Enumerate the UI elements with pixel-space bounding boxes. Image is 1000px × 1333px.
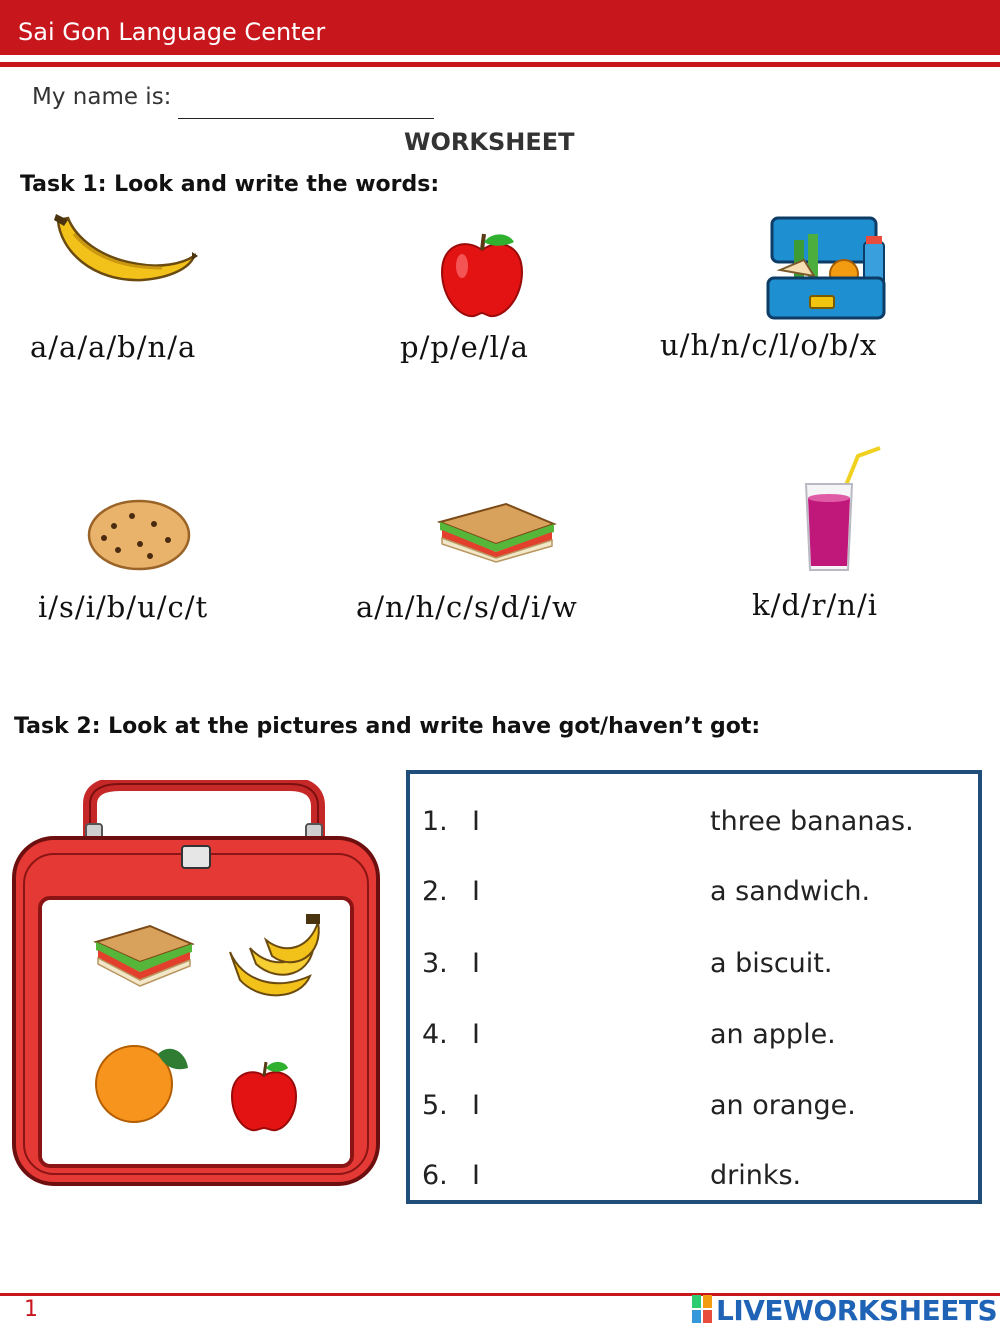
liveworksheets-wordmark: LIVEWORKSHEETS <box>716 1294 998 1327</box>
sentence-subject: I <box>472 1090 480 1121</box>
sentence-ending: an apple. <box>710 1019 836 1050</box>
header-title: Sai Gon Language Center <box>18 18 326 46</box>
scramble-word-5: a/n/h/c/s/d/i/w <box>356 590 578 624</box>
sentence-subject: I <box>472 1160 480 1191</box>
sandwich-icon <box>436 500 558 564</box>
sentence-subject: I <box>472 876 480 907</box>
sentence-number: 2. <box>422 876 448 907</box>
liveworksheets-logo[interactable] <box>692 1294 997 1327</box>
sentence-number: 5. <box>422 1090 448 1121</box>
sentence-number: 1. <box>422 806 448 837</box>
banana-icon <box>52 210 198 288</box>
sentence-ending: an orange. <box>710 1090 856 1121</box>
sentence-ending: drinks. <box>710 1160 802 1191</box>
drink-icon <box>800 446 886 576</box>
header-rule <box>0 62 1000 67</box>
liveworksheets-badge-icon <box>692 1295 712 1323</box>
sentence-ending: three bananas. <box>710 806 914 837</box>
scramble-word-1: a/a/a/b/n/a <box>30 330 197 364</box>
sentence-subject: I <box>472 806 480 837</box>
sentence-number: 4. <box>422 1019 448 1050</box>
scramble-word-3: u/h/n/c/l/o/b/x <box>660 328 878 362</box>
scramble-word-4: i/s/i/b/u/c/t <box>38 590 209 624</box>
sentence-number: 6. <box>422 1160 448 1191</box>
task2-title: Task 2: Look at the pictures and write have got/haven’t got: <box>14 714 761 739</box>
scramble-word-6: k/d/r/n/i <box>752 588 879 622</box>
biscuit-icon <box>84 496 194 574</box>
name-label: My name is: <box>32 84 172 110</box>
sentence-ending: a biscuit. <box>710 948 833 979</box>
red-lunchbox-icon <box>10 780 382 1190</box>
worksheet-title: WORKSHEET <box>404 128 575 156</box>
sentence-subject: I <box>472 1019 480 1050</box>
apple-icon <box>436 228 528 320</box>
page-number: 1 <box>24 1297 38 1322</box>
sentence-subject: I <box>472 948 480 979</box>
name-field-line[interactable] <box>178 118 434 119</box>
scramble-word-2: p/p/e/l/a <box>400 330 529 364</box>
lunchbox-icon <box>764 214 890 320</box>
sentence-number: 3. <box>422 948 448 979</box>
sentence-ending: a sandwich. <box>710 876 871 907</box>
task1-title: Task 1: Look and write the words: <box>20 172 440 197</box>
